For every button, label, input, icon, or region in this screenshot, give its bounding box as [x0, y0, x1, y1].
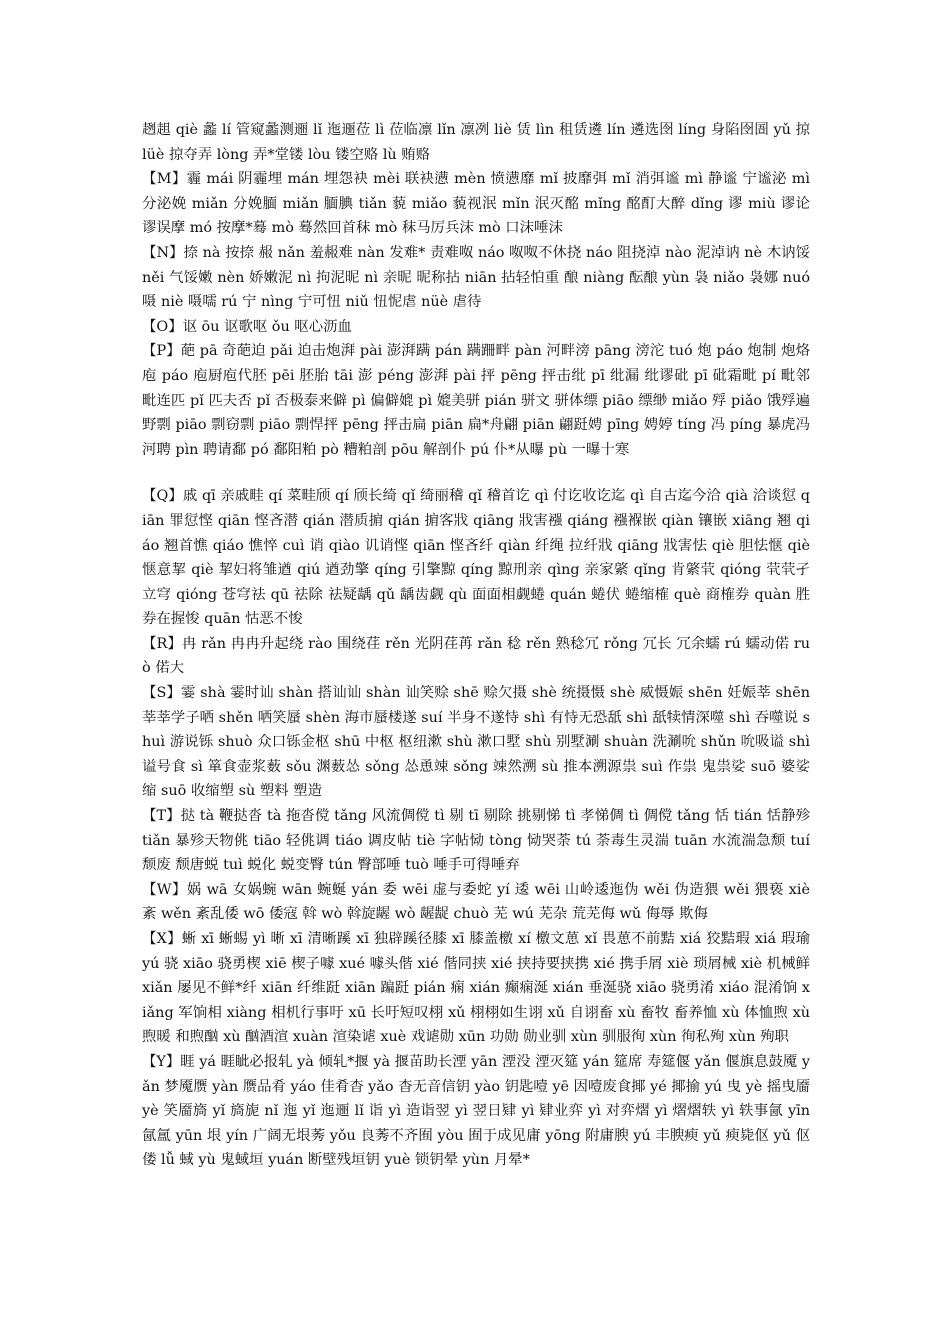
paragraph-p: 【P】葩 pā 奇葩迫 pǎi 迫击炮湃 pài 澎湃蹒 pán 蹒跚畔 pàn 河畔滂 pāng 滂沱 tuó 炮 páo 炮制 炮烙庖 páo 庖厨庖代胚 pēi 胚胎 tāi 澎 péng 澎湃 pài 抨 pēng 抨击纰 pī 纰漏 纰谬砒 pī 砒霜毗 pí 毗邻 毗连匹 pǐ 匹夫否 pǐ 否极泰来僻 pì 偏僻媲 pì 媲美骈 pián 骈文 骈体缥 piāo 缥缈 miǎo 殍 piǎo 饿殍遍野剽 piāo 剽窃剽 piāo 剽悍抨 pēng 抨击扁 piān 扁*舟翩 piān 翩跹娉 pīng 娉婷 tíng 冯 píng 暴虎冯河聘 pìn 聘请鄱 pó 鄱阳粕 pò 糟粕剖 pōu 解剖仆 pú 仆*从曝 pù 一曝十寒 [142, 343, 810, 458]
paragraph-x: 【X】蜥 xī 蜥蜴 yì 晰 xī 清晰蹊 xī 独辟蹊径膝 xī 膝盖檄 xí 檄文葸 xǐ 畏葸不前黠 xiá 狡黠瑕 xiá 瑕瑜 yú 骁 xiāo 骁勇楔 xiē 楔子噱 xué 噱头偕 xié 偕同挟 xié 挟持要挟携 xié 携手屑 xiè 琐屑械 xiè 机械鲜 xiǎn 屡见不鲜*纤 xiān 纤维跹 xiān 蹁跹 pián 痫 xián 癫痫涎 xián 垂涎骁 xiāo 骁勇淆 xiáo 混淆饷 xiǎng 军饷相 xiàng 相机行事吁 xū 长吁短叹栩 xǔ 栩栩如生诩 xǔ 自诩畜 xù 畜牧 畜养恤 xù 体恤煦 xù 煦暖 和煦酗 xù 酗酒渲 xuàn 渲染谑 xuè 戏谑勋 xūn 功勋 勋业驯 xùn 驯服徇 xùn 徇私殉 xùn 殉职 [142, 931, 810, 1046]
paragraph-r: 【R】冉 rǎn 冉冉升起绕 rào 围绕荏 rěn 光阴荏苒 rǎn 稔 rěn 熟稔冗 rǒng 冗长 冗余蠕 rú 蠕动偌 ruò 偌大 [142, 635, 810, 677]
paragraph-q: 【Q】戚 qī 亲戚畦 qí 菜畦颀 qí 颀长绮 qǐ 绮丽稽 qǐ 稽首讫 qì 付讫收讫迄 qì 自古迄今洽 qià 洽谈愆 qiān 罪愆悭 qiān 悭吝潜 qián 潜质掮 qián 掮客戕 qiāng 戕害襁 qiáng 襁褓嵌 qiàn 镶嵌 xiāng 翘 qiáo 翘首憔 qiáo 憔悴 cuì 诮 qiào 讥诮悭 qiān 悭吝纤 qiàn 纤绳 拉纤戕 qiāng 戕害怯 qiè 胆怯惬 qiè 惬意挈 qiè 挈妇将雏遒 qiú 遒劲擎 qíng 引擎黥 qíng 黥刑亲 qìng 亲家綮 qǐng 肯綮茕 qióng 茕茕孑立穹 qióng 苍穹祛 qū 祛除 祛疑龋 qǔ 龋齿觑 qù 面面相觑蜷 quán 蜷伏 蜷缩榷 què 商榷券 quàn 胜券在握悛 quān 怙恶不悛 [142, 488, 810, 628]
paragraph-w: 【W】娲 wā 女娲蜿 wān 蜿蜒 yán 委 wēi 虚与委蛇 yí 逶 wēi 山岭逶迤伪 wěi 伪造猥 wěi 猥亵 xiè 紊 wěn 紊乱倭 wō 倭寇 斡 wò 斡旋龌 wò 龌龊 chuò 芜 wú 芜杂 荒芜侮 wǔ 侮辱 欺侮 [142, 881, 810, 923]
paragraph-t: 【T】挞 tà 鞭挞沓 tà 拖沓傥 tǎng 风流倜傥 tì 剔 tī 剔除 挑剔悌 tì 孝悌倜 tì 倜傥 tǎng 恬 tián 恬静殄 tiǎn 暴殄天物佻 tiāo 轻佻调 tiáo 调皮帖 tiè 字帖恸 tòng 恸哭荼 tú 荼毒生灵湍 tuān 水流湍急颓 tuí 颓废 颓唐蜕 tuì 蜕化 蜕变臀 tún 臀部唾 tuò 唾手可得唾弃 [142, 808, 810, 874]
blank-line [142, 462, 810, 484]
paragraph-m: 【M】霾 mái 阴霾埋 mán 埋怨袂 mèi 联袂懑 mèn 愤懑靡 mǐ 披靡弭 mǐ 消弭谧 mì 静谧 宁谧泌 mì 分泌娩 miǎn 分娩腼 miǎn 腼腆 tiǎn 藐 miǎo 藐视泯 mǐn 泯灭酩 mǐng 酩酊大醉 dǐng 谬 miù 谬论 谬误摩 mó 按摩*蓦 mò 蓦然回首秣 mò 秣马厉兵沫 mò 口沫唾沫 [142, 171, 810, 237]
paragraph-o: 【O】讴 ōu 讴歌呕 ǒu 呕心沥血 [142, 318, 352, 335]
paragraph-y: 【Y】睚 yá 睚眦必报轧 yà 倾轧*揠 yà 揠苗助长湮 yān 湮没 湮灭筵 yán 筵席 寿筵偃 yǎn 偃旗息鼓魇 yǎn 梦魇赝 yàn 赝品肴 yáo 佳肴杳 yǎo 杳无音信钥 yào 钥匙噎 yē 因噎废食揶 yé 揶揄 yú 曳 yè 摇曳靥 yè 笑靥旖 yǐ 旖旎 nǐ 迤 yǐ 迤逦 lǐ 诣 yì 造诣翌 yì 翌日肄 yì 肄业弈 yì 对弈熠 yì 熠熠轶 yì 轶事氤 yīn 氤氲 yūn 垠 yín 广阔无垠莠 yǒu 良莠不齐囿 yòu 囿于成见庸 yōng 附庸腴 yú 丰腴瘐 yǔ 瘐毙伛 yǔ 伛偻 lǚ 蜮 yù 鬼蜮垣 yuán 断壁残垣钥 yuè 锁钥晕 yùn 月晕* [142, 1053, 810, 1169]
paragraph-l: 趔趄 qiè 蠡 lí 管窥蠡测逦 lǐ 迤逦莅 lì 莅临凛 lǐn 凛冽 liè 赁 lìn 租赁遴 lín 遴选囹 líng 身陷囹圄 yǔ 掠 lüè 掠夺弄 lòng 弄*堂镂 lòu 镂空赂 lù 贿赂 [142, 122, 810, 163]
paragraph-s: 【S】霎 shà 霎时讪 shàn 搭讪讪 shàn 讪笑赊 shē 赊欠摄 shè 统摄慑 shè 威慑娠 shēn 妊娠莘 shēn 莘莘学子哂 shěn 哂笑蜃 shèn 海市蜃楼遂 suí 半身不遂恃 shì 有恃无恐舐 shì 舐犊情深噬 shì 吞噬说 shuì 游说铄 shuò 众口铄金枢 shū 中枢 枢纽漱 shù 漱口墅 shù 别墅涮 shuàn 洗涮吮 shǔn 吮吸谥 shì 谥号食 sì 箪食壶浆薮 sǒu 渊薮怂 sǒng 怂恿竦 sǒng 竦然溯 sù 推本溯源祟 suì 作祟 鬼祟娑 suō 婆娑缩 suō 收缩塑 sù 塑料 塑造 [142, 685, 810, 800]
paragraph-n: 【N】捺 nà 按捺 赧 nǎn 羞赧难 nàn 发难* 责难呶 náo 呶呶不休挠 náo 阻挠淖 nào 泥淖讷 nè 木讷馁 něi 气馁嫩 nèn 娇嫩泥 nì 拘泥昵 nì 亲昵 昵称拈 niān 拈轻怕重 酿 niàng 酝酿 yùn 袅 niǎo 袅娜 nuó 嗫 niè 嗫嚅 rú 宁 nìng 宁可忸 niǔ 忸怩虐 nüè 虐待 [142, 244, 810, 311]
